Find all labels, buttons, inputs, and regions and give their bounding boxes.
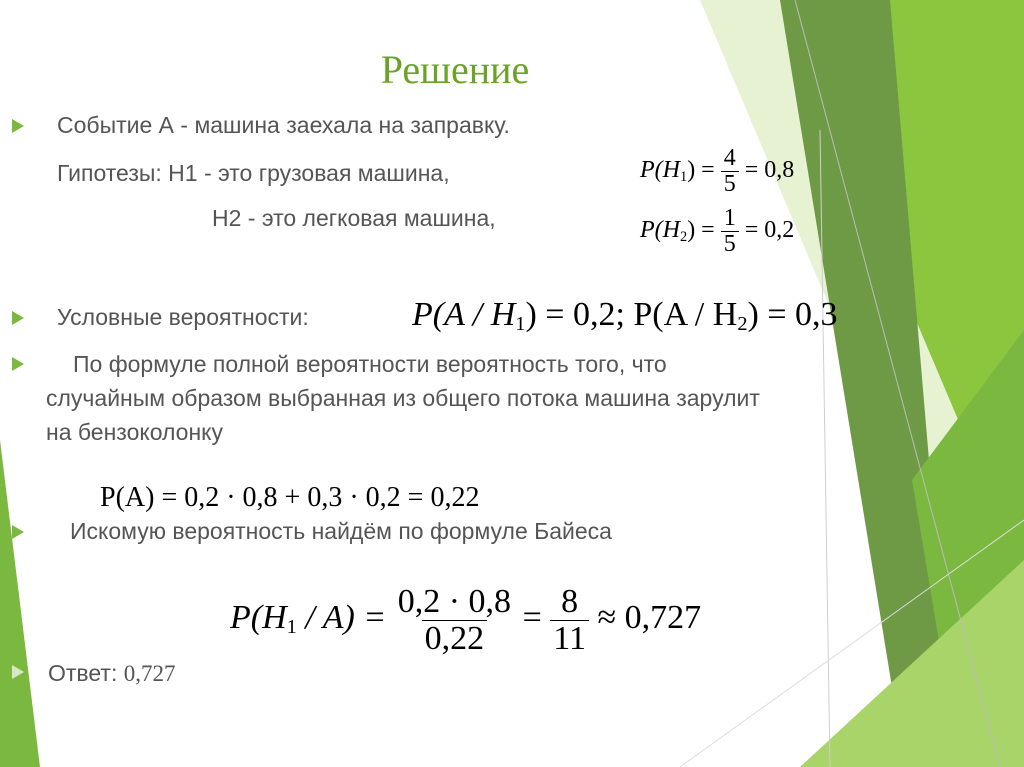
- slide-title: Решение: [380, 47, 530, 92]
- bullet-icon: [12, 525, 24, 539]
- formula-p-h2: $P(H_2)$ = $\frac{1}{5}$ = 0,2: [640, 205, 795, 258]
- answer-label: Ответ:: [48, 660, 118, 686]
- formula-conditional: $P(A / H_1) = 0,2$; $P(A / H_2) = 0,3$: [412, 296, 838, 336]
- answer-value: 0,727: [123, 661, 176, 686]
- hypotheses-label: Гипотезы: Н1 - это грузовая машина,: [57, 160, 450, 186]
- bullet-icon: [12, 357, 24, 371]
- event-text: Событие А - машина заехала на заправку.: [57, 112, 510, 138]
- bullet-icon: [12, 665, 24, 679]
- hypothesis-2-text: Н2 - это легковая машина,: [212, 205, 496, 231]
- bullet-icon: [12, 311, 24, 325]
- bayes-text: Искомую вероятность найдём по формуле Байеса: [70, 518, 612, 544]
- total-probability-line-2: случайным образом выбранная из общего потока машина зарулит: [46, 385, 760, 411]
- total-probability-line-1: По формуле полной вероятности вероятность того, что: [73, 351, 667, 377]
- bullet-icon: [12, 119, 24, 133]
- total-probability-line-3: на бензоколонку: [46, 419, 223, 445]
- conditional-label: Условные вероятности:: [57, 304, 309, 330]
- formula-total-probability: P(A) = 0,2 · 0,8 + 0,3 · 0,2 = 0,22: [100, 482, 480, 513]
- formula-p-h1: $P(H_1)$ = $\frac{4}{5}$ = 0,8: [640, 145, 795, 198]
- formula-bayes: $P(H_1 / A)$ = $\frac{0,2 \cdot 0,8}{0,22}$ = $\frac{8}{11}$ ≈ 0,727: [230, 583, 702, 657]
- answer-line: [48, 658, 175, 689]
